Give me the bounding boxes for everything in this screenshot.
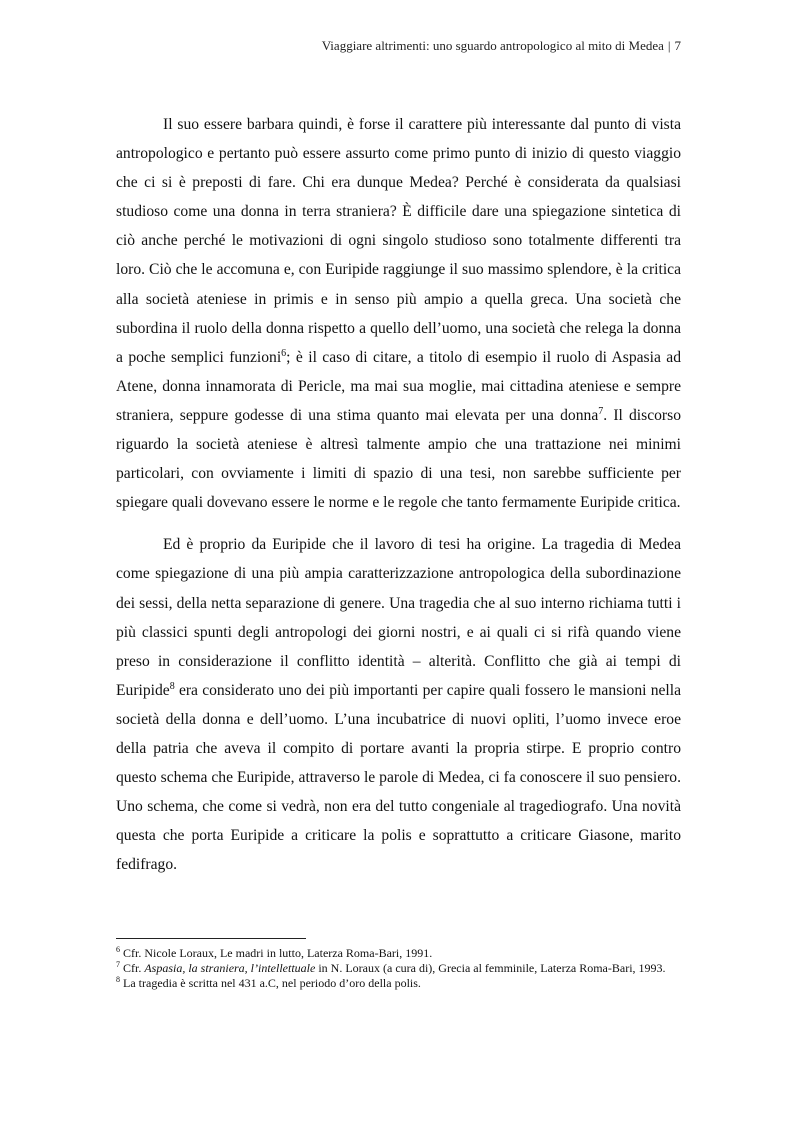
- footnote-text: La tragedia è scritta nel 431 a.C, nel periodo d’oro della polis.: [123, 976, 421, 990]
- body-text: [116, 110, 681, 879]
- footnote-7: [116, 961, 681, 976]
- paragraph-1: [116, 110, 681, 517]
- footnote-ref-7[interactable]: 7: [598, 405, 604, 417]
- footnote-text: Cfr. Nicole Loraux, Le madri in lutto, Laterza Roma-Bari, 1991.: [123, 946, 433, 960]
- footnote-ref-8[interactable]: 8: [169, 680, 175, 692]
- paragraph-2-text-b: era considerato uno dei più importanti per capire quali fossero le mansioni nella società della donna e dell’uomo. L’una incubatrice di nuovi opliti, l’uomo invece eroe della patria che aveva il compito di portare avanti la propria stirpe. E proprio contro questo schema che Euripide, attraverso le parole di Medea, ci fa conoscere il suo pensiero. Uno schema, che come si vedrà, non era del tutto congeniale al tragediografo. Una novità questa che porta Euripide a criticare la polis e soprattutto a criticare Giasone, marito fedifrago.: [116, 681, 681, 874]
- footnote-6: [116, 946, 681, 961]
- header-separator: |: [667, 38, 671, 53]
- footnote-text-suffix: in N. Loraux (a cura di), Grecia al femminile, Laterza Roma-Bari, 1993.: [315, 961, 666, 975]
- footnote-8: [116, 976, 681, 991]
- header-title: Viaggiare altrimenti: uno sguardo antropologico al mito di Medea: [321, 38, 664, 53]
- paragraph-1-text-a: Il suo essere barbara quindi, è forse il carattere più interessante dal punto di vista antropologico e pertanto può essere assurto come primo punto di inizio di questo viaggio che ci si è preposti di fare. Chi era dunque Medea? Perché è considerata da qualsiasi studioso come una donna in terra straniera? È difficile dare una spiegazione sintetica di ciò anche perché le motivazioni di ogni singolo studioso sono totalmente differenti tra loro. Ciò che le accomuna e, con Euripide raggiunge il suo massimo splendore, è la critica alla società ateniese in primis e in senso più ampio a quella greca. Una società che subordina il ruolo della donna rispetto a quello dell’uomo, una società che relega la donna a poche semplici funzioni: [116, 116, 681, 366]
- paragraph-2: [116, 530, 681, 879]
- footnote-number: 7: [116, 960, 120, 969]
- footnote-divider: [116, 938, 306, 939]
- paragraph-2-text-a: Ed è proprio da Euripide che il lavoro di tesi ha origine. La tragedia di Medea come spiegazione di una più ampia caratterizzazione antropologica della subordinazione dei sessi, della netta separazione di genere. Una tragedia che al suo interno richiama tutti i più classici spunti degli antropologi dei giorni nostri, e ai quali ci si rifà quando viene preso in considerazione il conflitto identità – alterità. Conflitto che già ai tempi di Euripide: [116, 536, 681, 699]
- running-header: [322, 38, 681, 54]
- footnote-italic-title: Aspasia, la straniera, l’intellettuale: [144, 961, 316, 975]
- footnote-number: 6: [116, 945, 120, 954]
- page-number: 7: [674, 38, 681, 53]
- footnotes: [116, 946, 681, 991]
- paragraph-1-text-c: . Il discorso riguardo la società ateniese è altresì talmente ampio che una trattazione nei minimi particolari, con ovviamente i limiti di spazio di una tesi, non sarebbe sufficiente per spiegare quali dovevano essere le norme e le regole che tanto fermamente Euripide critica.: [116, 406, 681, 512]
- footnote-text-prefix: Cfr.: [123, 961, 145, 975]
- paragraph-1-text-b: ; è il caso di citare, a titolo di esempio il ruolo di Aspasia ad Atene, donna innamorata di Pericle, ma mai sua moglie, mai cittadina ateniese e sempre straniera, seppure godesse di una stima quanto mai elevata per una donna: [116, 348, 681, 424]
- footnote-ref-6[interactable]: 6: [281, 347, 287, 359]
- footnote-number: 8: [116, 975, 120, 984]
